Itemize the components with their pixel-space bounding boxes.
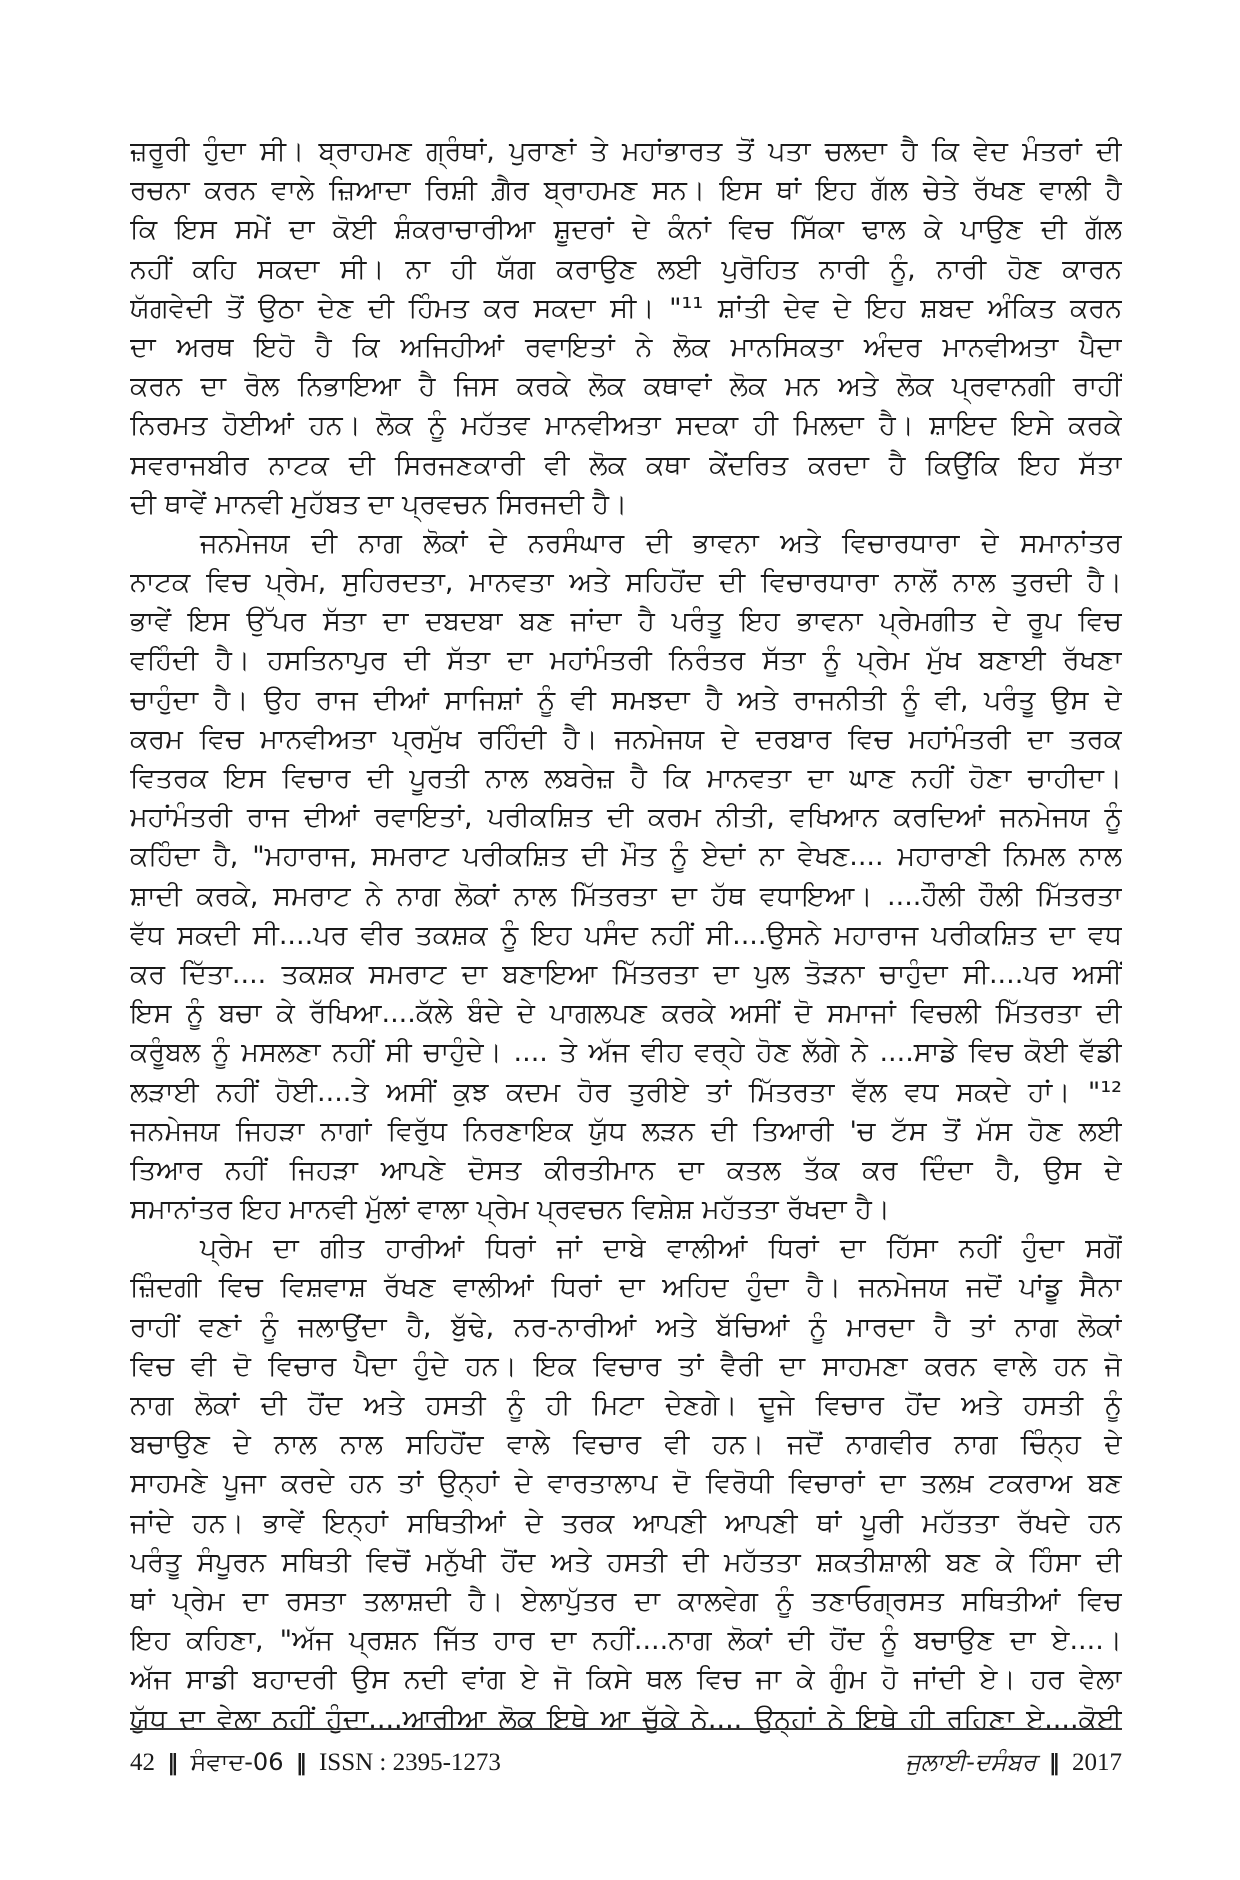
- text-line: ਨਹੀਂ ਕਹਿ ਸਕਦਾ ਸੀ। ਨਾ ਹੀ ਯੱਗ ਕਰਾਉਣ ਲਈ ਪੁਰੋਹਿਤ ਨਾਰੀ ਨੂੰ, ਨਾਰੀ ਹੋਣ ਕਾਰਨ: [130, 253, 1122, 285]
- text-line: ਵਹਿੰਦੀ ਹੈ। ਹਸਤਿਨਾਪੁਰ ਦੀ ਸੱਤਾ ਦਾ ਮਹਾਂਮੰਤਰੀ ਨਿਰੰਤਰ ਸੱਤਾ ਨੂੰ ਪ੍ਰੇਮ ਮੁੱਖ ਬਣਾਈ ਰੱਖਣਾ: [130, 645, 1122, 677]
- text-line: ਪਰੰਤੂ ਸੰਪੂਰਨ ਸਥਿਤੀ ਵਿਚੋਂ ਮਨੁੱਖੀ ਹੋਂਦ ਅਤੇ ਹਸਤੀ ਦੀ ਮਹੱਤਤਾ ਸ਼ਕਤੀਸ਼ਾਲੀ ਬਣ ਕੇ ਹਿੰਸਾ ਦੀ: [130, 1546, 1122, 1578]
- footer-right-group: [905, 1742, 1122, 1784]
- text-line: ਰਚਨਾ ਕਰਨ ਵਾਲੇ ਜ਼ਿਆਦਾ ਰਿਸ਼ੀ ਗ਼ੈਰ ਬ੍ਰਾਹਮਣ ਸਨ। ਇਸ ਥਾਂ ਇਹ ਗੱਲ ਚੇਤੇ ਰੱਖਣ ਵਾਲੀ ਹੈ: [130, 175, 1122, 207]
- text-line: ਵਿਤਰਕ ਇਸ ਵਿਚਾਰ ਦੀ ਪੂਰਤੀ ਨਾਲ ਲਬਰੇਜ਼ ਹੈ ਕਿ ਮਾਨਵਤਾ ਦਾ ਘਾਣ ਨਹੀਂ ਹੋਣਾ ਚਾਹੀਦਾ।: [130, 763, 1122, 794]
- text-line: ਜ਼ਰੂਰੀ ਹੁੰਦਾ ਸੀ। ਬ੍ਰਾਹਮਣ ਗ੍ਰੰਥਾਂ, ਪੁਰਾਣਾਂ ਤੇ ਮਹਾਂਭਾਰਤ ਤੋਂ ਪਤਾ ਚਲਦਾ ਹੈ ਕਿ ਵੇਦ ਮੰਤਰਾਂ ਦੀ: [130, 136, 1122, 167]
- text-line: ਜ਼ਿੰਦਗੀ ਵਿਚ ਵਿਸ਼ਵਾਸ਼ ਰੱਖਣ ਵਾਲੀਆਂ ਧਿਰਾਂ ਦਾ ਅਹਿਦ ਹੁੰਦਾ ਹੈ। ਜਨਮੇਜਯ ਜਦੋਂ ਪਾਂਡੂ ਸੈਨਾ: [130, 1272, 1122, 1304]
- journal-name: ਸੰਵਾਦ-06: [190, 1748, 284, 1776]
- separator-glyph: ‖: [167, 1751, 179, 1776]
- footer-divider: [130, 1728, 1122, 1730]
- text-line: ਦਾ ਅਰਥ ਇਹੋ ਹੈ ਕਿ ਅਜਿਹੀਆਂ ਰਵਾਇਤਾਂ ਨੇ ਲੋਕ ਮਾਨਸਿਕਤਾ ਅੰਦਰ ਮਾਨਵੀਅਤਾ ਪੈਦਾ: [130, 331, 1122, 363]
- text-line: ਸ਼ਾਦੀ ਕਰਕੇ, ਸਮਰਾਟ ਨੇ ਨਾਗ ਲੋਕਾਂ ਨਾਲ ਮਿੱਤਰਤਾ ਦਾ ਹੱਥ ਵਧਾਇਆ। ....ਹੌਲੀ ਹੌਲੀ ਮਿੱਤਰਤਾ: [130, 880, 1122, 912]
- text-line: ਲੜਾਈ ਨਹੀਂ ਹੋਈ....ਤੇ ਅਸੀਂ ਕੁਝ ਕਦਮ ਹੋਰ ਤੁਰੀਏ ਤਾਂ ਮਿੱਤਰਤਾ ਵੱਲ ਵਧ ਸਕਦੇ ਹਾਂ। "¹²: [130, 1076, 1122, 1108]
- text-line: ਤਿਆਰ ਨਹੀਂ ਜਿਹੜਾ ਆਪਣੇ ਦੋਸਤ ਕੀਰਤੀਮਾਨ ਦਾ ਕਤਲ ਤੱਕ ਕਰ ਦਿੰਦਾ ਹੈ, ਉਸ ਦੇ: [130, 1154, 1122, 1186]
- text-line: ਨਾਟਕ ਵਿਚ ਪ੍ਰੇਮ, ਸੁਹਿਰਦਤਾ, ਮਾਨਵਤਾ ਅਤੇ ਸਹਿਹੋਂਦ ਦੀ ਵਿਚਾਰਧਾਰਾ ਨਾਲੋਂ ਨਾਲ ਤੁਰਦੀ ਹੈ।: [130, 567, 1122, 599]
- text-line: ਨਾਗ ਲੋਕਾਂ ਦੀ ਹੋਂਦ ਅਤੇ ਹਸਤੀ ਨੂੰ ਹੀ ਮਿਟਾ ਦੇਣਗੇ। ਦੂਜੇ ਵਿਚਾਰ ਹੋਂਦ ਅਤੇ ਹਸਤੀ ਨੂੰ: [130, 1390, 1122, 1421]
- footer-left-group: [130, 1742, 501, 1784]
- text-line: ਥਾਂ ਪ੍ਰੇਮ ਦਾ ਰਸਤਾ ਤਲਾਸ਼ਦੀ ਹੈ। ਏਲਾਪੁੱਤਰ ਦਾ ਕਾਲਵੇਗ ਨੂੰ ਤਣਾਓਗ੍ਰਸਤ ਸਥਿਤੀਆਂ ਵਿਚ: [130, 1585, 1122, 1617]
- text-line: ਇਹ ਕਹਿਣਾ, "ਅੱਜ ਪ੍ਰਸ਼ਨ ਜਿੱਤ ਹਾਰ ਦਾ ਨਹੀਂ....ਨਾਗ ਲੋਕਾਂ ਦੀ ਹੋਂਦ ਨੂੰ ਬਚਾਉਣ ਦਾ ਏ....।: [130, 1625, 1122, 1657]
- body-text: [130, 132, 1122, 1739]
- text-line: ਕਿ ਇਸ ਸਮੇਂ ਦਾ ਕੋਈ ਸ਼ੰਕਰਾਚਾਰੀਆ ਸ਼ੂਦਰਾਂ ਦੇ ਕੰਨਾਂ ਵਿਚ ਸਿੱਕਾ ਢਾਲ ਕੇ ਪਾਉਣ ਦੀ ਗੱਲ: [130, 214, 1122, 246]
- issn-number: ISSN : 2395-1273: [318, 1749, 501, 1776]
- text-line: ਕਰ ਦਿੱਤਾ.... ਤਕਸ਼ਕ ਸਮਰਾਟ ਦਾ ਬਣਾਇਆ ਮਿੱਤਰਤਾ ਦਾ ਪੁਲ ਤੋੜਨਾ ਚਾਹੁੰਦਾ ਸੀ....ਪਰ ਅਸੀਂ: [130, 958, 1122, 990]
- text-line: ਸਵਰਾਜਬੀਰ ਨਾਟਕ ਦੀ ਸਿਰਜਣਕਾਰੀ ਵੀ ਲੋਕ ਕਥਾ ਕੇਂਦਰਿਤ ਕਰਦਾ ਹੈ ਕਿਉਂਕਿ ਇਹ ਸੱਤਾ: [130, 449, 1122, 481]
- page-number: 42: [130, 1749, 155, 1776]
- text-line: ਜਨਮੇਜਯ ਜਿਹੜਾ ਨਾਗਾਂ ਵਿਰੁੱਧ ਨਿਰਣਾਇਕ ਯੁੱਧ ਲੜਨ ਦੀ ਤਿਆਰੀ 'ਚ ਟੱਸ ਤੋਂ ਮੱਸ ਹੋਣ ਲਈ: [130, 1115, 1122, 1147]
- text-line: ਕਰੂੰਬਲ ਨੂੰ ਮਸਲਣਾ ਨਹੀਂ ਸੀ ਚਾਹੁੰਦੇ। .... ਤੇ ਅੱਜ ਵੀਹ ਵਰ੍ਹੇ ਹੋਣ ਲੱਗੇ ਨੇ ....ਸਾਡੇ ਵਿਚ ਕੋਈ ਵੱਡੀ: [130, 1037, 1122, 1069]
- paragraph-start-line: ਜਨਮੇਜਯ ਦੀ ਨਾਗ ਲੋਕਾਂ ਦੇ ਨਰਸੰਘਾਰ ਦੀ ਭਾਵਨਾ ਅਤੇ ਵਿਚਾਰਧਾਰਾ ਦੇ ਸਮਾਨਾਂਤਰ: [200, 527, 1122, 559]
- text-line: ਸਾਹਮਣੇ ਪੂਜਾ ਕਰਦੇ ਹਨ ਤਾਂ ਉਨ੍ਹਾਂ ਦੇ ਵਾਰਤਾਲਾਪ ਦੋ ਵਿਰੋਧੀ ਵਿਚਾਰਾਂ ਦਾ ਤਲਖ਼ ਟਕਰਾਅ ਬਣ: [130, 1468, 1122, 1500]
- text-line: ਕਹਿੰਦਾ ਹੈ, "ਮਹਾਰਾਜ, ਸਮਰਾਟ ਪਰੀਕਸ਼ਿਤ ਦੀ ਮੌਤ ਨੂੰ ਏਦਾਂ ਨਾ ਵੇਖਣ.... ਮਹਾਰਾਣੀ ਨਿਮਲ ਨਾਲ: [130, 841, 1122, 873]
- text-line: ਯੁੱਧ ਦਾ ਵੇਲਾ ਨਹੀਂ ਹੁੰਦਾ....ਆਰੀਆ ਲੋਕ ਇਥੇ ਆ ਚੁੱਕੇ ਨੇ.... ਉਨ੍ਹਾਂ ਨੇ ਇਥੇ ਹੀ ਰਹਿਣਾ ਏ....ਕੋਈ: [130, 1703, 1122, 1735]
- text-line: ਦੀ ਥਾਵੇਂ ਮਾਨਵੀ ਮੁਹੱਬਤ ਦਾ ਪ੍ਰਵਚਨ ਸਿਰਜਦੀ ਹੈ।: [130, 488, 628, 520]
- text-line: ਇਸ ਨੂੰ ਬਚਾ ਕੇ ਰੱਖਿਆ....ਕੱਲੇ ਬੰਦੇ ਦੇ ਪਾਗਲਪਣ ਕਰਕੇ ਅਸੀਂ ਦੋ ਸਮਾਜਾਂ ਵਿਚਲੀ ਮਿੱਤਰਤਾ ਦੀ: [130, 998, 1122, 1030]
- text-line: ਅੱਜ ਸਾਡੀ ਬਹਾਦਰੀ ਉਸ ਨਦੀ ਵਾਂਗ ਏ ਜੋ ਕਿਸੇ ਥਲ ਵਿਚ ਜਾ ਕੇ ਗੁੰਮ ਹੋ ਜਾਂਦੀ ਏ। ਹਰ ਵੇਲਾ: [130, 1664, 1122, 1696]
- text-line: ਭਾਵੇਂ ਇਸ ਉੱਪਰ ਸੱਤਾ ਦਾ ਦਬਦਬਾ ਬਣ ਜਾਂਦਾ ਹੈ ਪਰੰਤੂ ਇਹ ਭਾਵਨਾ ਪ੍ਰੇਮਗੀਤ ਦੇ ਰੂਪ ਵਿਚ: [130, 606, 1122, 638]
- separator-glyph: ‖: [295, 1751, 307, 1776]
- text-line: ਕਰਮ ਵਿਚ ਮਾਨਵੀਅਤਾ ਪ੍ਰਮੁੱਖ ਰਹਿੰਦੀ ਹੈ। ਜਨਮੇਜਯ ਦੇ ਦਰਬਾਰ ਵਿਚ ਮਹਾਂਮੰਤਰੀ ਦਾ ਤਰਕ: [130, 723, 1122, 755]
- text-line: ਸਮਾਨਾਂਤਰ ਇਹ ਮਾਨਵੀ ਮੁੱਲਾਂ ਵਾਲਾ ਪ੍ਰੇਮ ਪ੍ਰਵਚਨ ਵਿਸ਼ੇਸ਼ ਮਹੱਤਤਾ ਰੱਖਦਾ ਹੈ।: [130, 1194, 890, 1226]
- text-line: ਚਾਹੁੰਦਾ ਹੈ। ਉਹ ਰਾਜ ਦੀਆਂ ਸਾਜਿਸ਼ਾਂ ਨੂੰ ਵੀ ਸਮਝਦਾ ਹੈ ਅਤੇ ਰਾਜਨੀਤੀ ਨੂੰ ਵੀ, ਪਰੰਤੂ ਉਸ ਦੇ: [130, 684, 1122, 716]
- issue-months: ਜੁਲਾਈ-ਦਸੰਬਰ: [905, 1748, 1037, 1776]
- text-line: ਜਾਂਦੇ ਹਨ। ਭਾਵੇਂ ਇਨ੍ਹਾਂ ਸਥਿਤੀਆਂ ਦੇ ਤਰਕ ਆਪਣੀ ਆਪਣੀ ਥਾਂ ਪੂਰੀ ਮਹੱਤਤਾ ਰੱਖਦੇ ਹਨ: [130, 1507, 1122, 1539]
- text-line: ਬਚਾਉਣ ਦੇ ਨਾਲ ਨਾਲ ਸਹਿਹੋਂਦ ਵਾਲੇ ਵਿਚਾਰ ਵੀ ਹਨ। ਜਦੋਂ ਨਾਗਵੀਰ ਨਾਗ ਚਿੰਨ੍ਹ ਦੇ: [130, 1429, 1122, 1461]
- text-line: ਰਾਹੀਂ ਵਣਾਂ ਨੂੰ ਜਲਾਉਂਦਾ ਹੈ, ਬੁੱਢੇ, ਨਰ-ਨਾਰੀਆਂ ਅਤੇ ਬੱਚਿਆਂ ਨੂੰ ਮਾਰਦਾ ਹੈ ਤਾਂ ਨਾਗ ਲੋਕਾਂ: [130, 1311, 1122, 1343]
- issue-year: 2017: [1072, 1749, 1122, 1776]
- page-footer: [130, 1742, 1122, 1782]
- text-line: ਨਿਰਮਤ ਹੋਈਆਂ ਹਨ। ਲੋਕ ਨੂੰ ਮਹੱਤਵ ਮਾਨਵੀਅਤਾ ਸਦਕਾ ਹੀ ਮਿਲਦਾ ਹੈ। ਸ਼ਾਇਦ ਇਸੇ ਕਰਕੇ: [130, 410, 1122, 442]
- text-line: ਯੱਗਵੇਦੀ ਤੋਂ ਉਠਾ ਦੇਣ ਦੀ ਹਿੰਮਤ ਕਰ ਸਕਦਾ ਸੀ। "¹¹ ਸ਼ਾਂਤੀ ਦੇਵ ਦੇ ਇਹ ਸ਼ਬਦ ਅੰਕਿਤ ਕਰਨ: [130, 292, 1122, 324]
- text-line: ਵੱਧ ਸਕਦੀ ਸੀ....ਪਰ ਵੀਰ ਤਕਸ਼ਕ ਨੂੰ ਇਹ ਪਸੰਦ ਨਹੀਂ ਸੀ....ਉਸਨੇ ਮਹਾਰਾਜ ਪਰੀਕਸ਼ਿਤ ਦਾ ਵਧ: [130, 919, 1122, 951]
- text-line: ਕਰਨ ਦਾ ਰੋਲ ਨਿਭਾਇਆ ਹੈ ਜਿਸ ਕਰਕੇ ਲੋਕ ਕਥਾਵਾਂ ਲੋਕ ਮਨ ਅਤੇ ਲੋਕ ਪ੍ਰਵਾਨਗੀ ਰਾਹੀਂ: [130, 371, 1122, 403]
- paragraph-start-line: ਪ੍ਰੇਮ ਦਾ ਗੀਤ ਹਾਰੀਆਂ ਧਿਰਾਂ ਜਾਂ ਦਾਬੇ ਵਾਲੀਆਂ ਧਿਰਾਂ ਦਾ ਹਿੱਸਾ ਨਹੀਂ ਹੁੰਦਾ ਸਗੋਂ: [200, 1233, 1122, 1265]
- text-line: ਵਿਚ ਵੀ ਦੋ ਵਿਚਾਰ ਪੈਦਾ ਹੁੰਦੇ ਹਨ। ਇਕ ਵਿਚਾਰ ਤਾਂ ਵੈਰੀ ਦਾ ਸਾਹਮਣਾ ਕਰਨ ਵਾਲੇ ਹਨ ਜੋ: [130, 1350, 1122, 1382]
- text-line: ਮਹਾਂਮੰਤਰੀ ਰਾਜ ਦੀਆਂ ਰਵਾਇਤਾਂ, ਪਰੀਕਸ਼ਿਤ ਦੀ ਕਰਮ ਨੀਤੀ, ਵਖਿਆਨ ਕਰਦਿਆਂ ਜਨਮੇਜਯ ਨੂੰ: [130, 802, 1122, 834]
- separator-glyph: ‖: [1048, 1751, 1060, 1776]
